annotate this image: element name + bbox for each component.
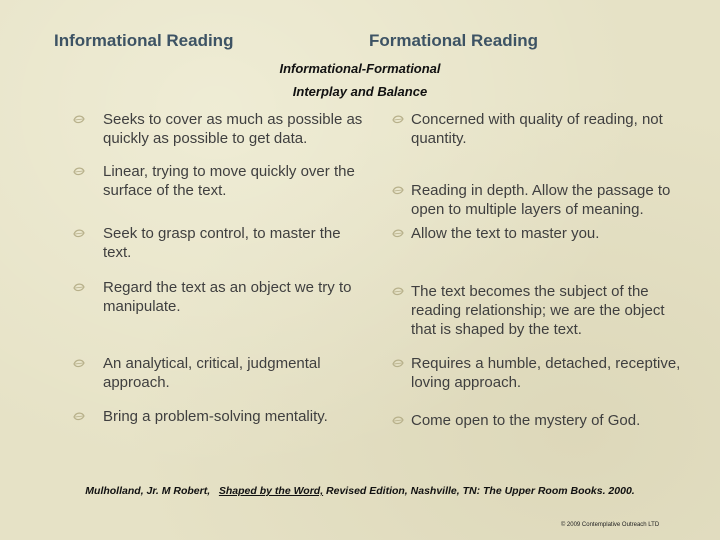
leaf-bullet-icon (391, 357, 405, 376)
list-item-right-2: Reading in depth. Allow the passage to open to multiple layers of meaning. (411, 182, 671, 218)
leaf-bullet-icon (72, 410, 86, 429)
list-item-right-5: Requires a humble, detached, receptive, loving approach. (411, 355, 681, 391)
citation-details: Revised Edition, Nashville, TN: The Upper Room Books. 2000. (326, 485, 635, 497)
list-item-left-4: Regard the text as an object we try to manipulate. (103, 279, 352, 315)
list-item-left-3: Seek to grasp control, to master the text. (103, 225, 341, 261)
leaf-bullet-icon (72, 165, 86, 184)
copyright-notice: © 2009 Contemplative Outreach LTD (560, 522, 660, 528)
citation-book-title: Shaped by the Word, (218, 485, 324, 497)
list-item-right-6: Come open to the mystery of God. (411, 412, 641, 429)
leaf-bullet-icon (72, 281, 86, 300)
leaf-bullet-icon (391, 285, 405, 304)
leaf-bullet-icon (72, 227, 86, 246)
list-item-right-4: The text becomes the subject of the reading relationship; we are the object that is shaped by the text. (411, 283, 665, 338)
leaf-bullet-icon (391, 414, 405, 433)
right-column-title: Formational Reading (369, 31, 539, 50)
leaf-bullet-icon (391, 113, 405, 132)
subtitle-line-2: Interplay and Balance (292, 84, 428, 99)
left-column-title: Informational Reading (54, 31, 234, 50)
leaf-bullet-icon (72, 113, 86, 132)
leaf-bullet-icon (72, 357, 86, 376)
list-item-left-5: An analytical, critical, judgmental approach. (103, 355, 321, 391)
list-item-left-2: Linear, trying to move quickly over the surface of the text. (103, 163, 355, 199)
citation (0, 485, 720, 497)
list-item-left-1: Seeks to cover as much as possible as quickly as possible to get data. (103, 111, 363, 147)
list-item-right-3: Allow the text to master you. (411, 225, 600, 242)
citation-author: Mulholland, Jr. M Robert, (85, 485, 211, 497)
list-item-left-6: Bring a problem-solving mentality. (103, 408, 328, 425)
leaf-bullet-icon (391, 227, 405, 246)
subtitle-line-1: Informational-Formational (279, 61, 441, 76)
leaf-bullet-icon (391, 184, 405, 203)
list-item-right-1: Concerned with quality of reading, not quantity. (411, 111, 663, 147)
